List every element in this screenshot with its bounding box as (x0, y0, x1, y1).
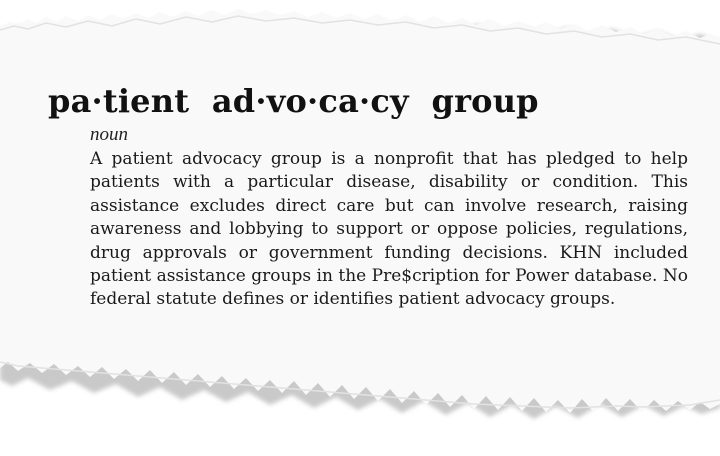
dictionary-entry (48, 82, 688, 312)
definition-text: A patient advocacy group is a nonprofit that has pledged to help patients with a particular disease, disability or condition. This assistance excludes direct care but can involve research, raising awareness and lobbying to support or oppose policies, regulations, drug approvals or government funding decisions. KHN included patient assistance groups in the Pre$cription for Power database. No federal statute defines or identifies patient advocacy groups. (90, 149, 688, 310)
part-of-speech: noun (90, 124, 128, 145)
headword: pa·tient ad·vo·ca·cy group (48, 82, 539, 120)
